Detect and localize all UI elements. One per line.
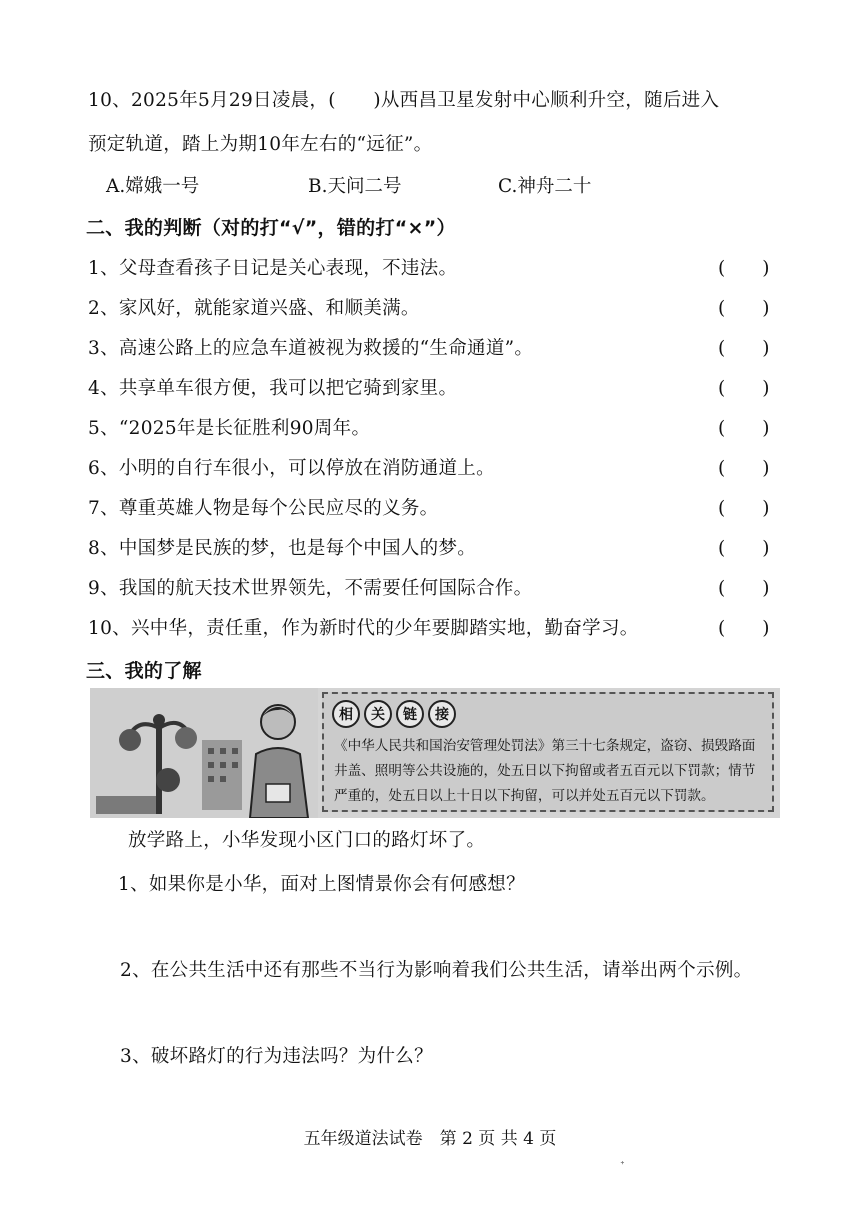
question-3: 3、破坏路灯的行为违法吗？为什么？ bbox=[120, 1046, 433, 1067]
answer-parentheses: ( ) bbox=[718, 378, 770, 399]
illustration-panel bbox=[90, 688, 780, 818]
option-b: B.天问二号 bbox=[308, 176, 402, 197]
judge-item: 6、小明的自行车很小，可以停放在消防通道上。 bbox=[88, 458, 495, 479]
link-tag: 关 bbox=[364, 700, 392, 728]
judge-item: 10、兴中华，责任重，作为新时代的少年要脚踏实地，勤奋学习。 bbox=[88, 618, 639, 639]
section-2-title: 二、我的判断（对的打“√”，错的打“×”） bbox=[86, 217, 456, 239]
street-lamp-boy-picture bbox=[90, 688, 318, 818]
answer-parentheses: ( ) bbox=[718, 418, 770, 439]
scenario-text: 放学路上，小华发现小区门口的路灯坏了。 bbox=[128, 830, 486, 851]
section-3-title: 三、我的了解 bbox=[86, 660, 202, 682]
answer-parentheses: ( ) bbox=[718, 298, 770, 319]
option-a: A.嫦娥一号 bbox=[106, 176, 200, 197]
question-2: 2、在公共生活中还有那些不当行为影响着我们公共生活，请举出两个示例。 bbox=[120, 960, 753, 981]
judge-item: 5、“2025年是长征胜利90周年。 bbox=[88, 418, 371, 439]
question-10-line-2: 预定轨道，踏上为期10年左右的“远征”。 bbox=[88, 134, 433, 155]
page-footer: 五年级道法试卷 第 2 页 共 4 页 bbox=[303, 1129, 557, 1149]
answer-parentheses: ( ) bbox=[718, 458, 770, 479]
judge-item: 7、尊重英雄人物是每个公民应尽的义务。 bbox=[88, 498, 439, 519]
judge-item: 2、家风好，就能家道兴盛、和顺美满。 bbox=[88, 298, 420, 319]
judge-item: 9、我国的航天技术世界领先，不需要任何国际合作。 bbox=[88, 578, 533, 599]
answer-parentheses: ( ) bbox=[718, 258, 770, 279]
answer-parentheses: ( ) bbox=[718, 498, 770, 519]
scan-mark-icon: ᐩ bbox=[620, 1158, 625, 1172]
link-tag: 相 bbox=[332, 700, 360, 728]
street-lamp-boy-illustration bbox=[90, 688, 318, 818]
judge-item: 3、高速公路上的应急车道被视为救援的“生命通道”。 bbox=[88, 338, 534, 359]
question-10-line-1: 10、2025年5月29日凌晨，( )从西昌卫星发射中心顺利升空，随后进入 bbox=[88, 90, 720, 111]
option-c: C.神舟二十 bbox=[498, 176, 592, 197]
answer-parentheses: ( ) bbox=[718, 538, 770, 559]
answer-parentheses: ( ) bbox=[718, 618, 770, 639]
judge-item: 8、中国梦是民族的梦，也是每个中国人的梦。 bbox=[88, 538, 477, 559]
judge-item: 1、父母查看孩子日记是关心表现，不违法。 bbox=[88, 258, 458, 279]
link-tag: 接 bbox=[428, 700, 456, 728]
related-link-box bbox=[322, 692, 774, 812]
answer-parentheses: ( ) bbox=[718, 578, 770, 599]
related-link-title bbox=[332, 700, 456, 728]
law-text: 《中华人民共和国治安管理处罚法》第三十七条规定，盗窃、损毁路面井盖、照明等公共设施的，处五日以下拘留或者五百元以下罚款；情节严重的，处五日以上十日以下拘留，可以并处五百元以下罚款。 bbox=[334, 738, 756, 804]
judge-item: 4、共享单车很方便，我可以把它骑到家里。 bbox=[88, 378, 458, 399]
question-1: 1、如果你是小华，面对上图情景你会有何感想？ bbox=[118, 874, 525, 895]
link-tag: 链 bbox=[396, 700, 424, 728]
answer-parentheses: ( ) bbox=[718, 338, 770, 359]
